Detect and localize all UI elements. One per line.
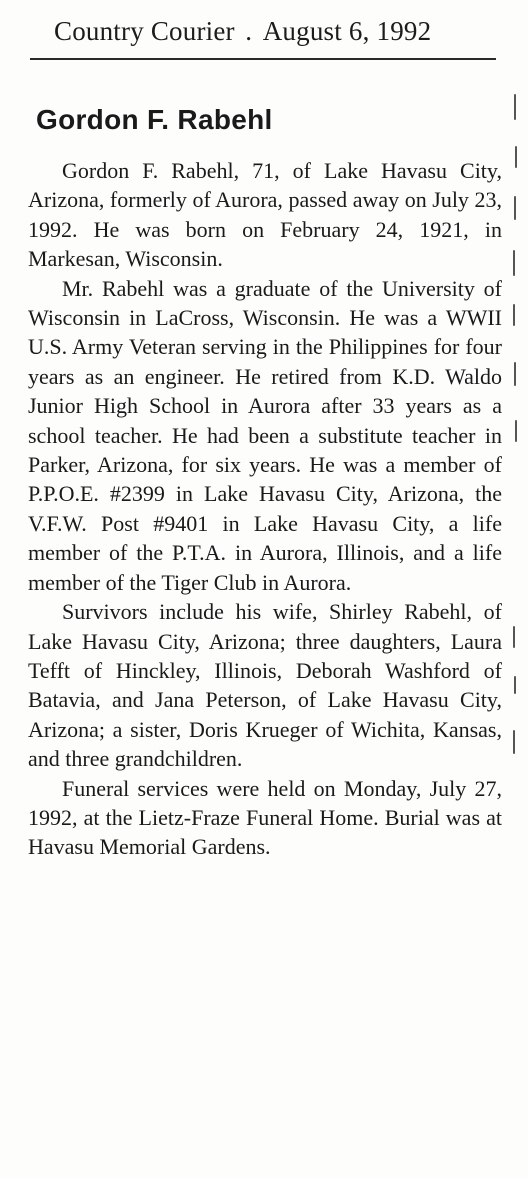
masthead <box>54 18 431 45</box>
edge-mark <box>513 626 515 648</box>
edge-mark <box>514 196 516 220</box>
masthead-rule <box>30 58 496 60</box>
publication-date: August 6, 1992 <box>262 16 432 46</box>
edge-mark <box>513 304 515 326</box>
edge-mark <box>514 94 516 120</box>
masthead-separator: . <box>245 16 253 46</box>
edge-mark <box>513 730 515 754</box>
edge-mark <box>513 250 515 276</box>
edge-mark <box>514 676 516 694</box>
publication-name: Country Courier <box>54 16 235 46</box>
paragraph-biography: Mr. Rabehl was a graduate of the University of Wisconsin in LaCross, Wisconsin. He was a WWII U.S. Army Veteran serving in the Philippines for four years as an engineer. He retired from K.D. Waldo Junior High School in Aurora after 33 years as a school teacher. He had been a substitute teacher in Parker, Arizona, for six years. He was a member of P.P.O.E. #2399 in Lake Havasu City, Arizona, the V.F.W. Post #9401 in Lake Havasu City, a life member of the P.T.A. in Aurora, Illinois, and a life member of the Tiger Club in Aurora. <box>28 275 502 595</box>
obituary-body <box>28 156 502 862</box>
paragraph-services: Funeral services were held on Monday, July 27, 1992, at the Lietz-Fraze Funeral Home. Burial was at Havasu Memorial Gardens. <box>28 775 502 860</box>
edge-mark <box>514 362 516 386</box>
paragraph-survivors: Survivors include his wife, Shirley Rabehl, of Lake Havasu City, Arizona; three daughters, Laura Tefft of Hinckley, Illinois, Deborah Washford of Batavia, and Jana Peterson, of Lake Havasu City, Arizona; a sister, Doris Krueger of Wichita, Kansas, and three grandchildren. <box>28 599 502 772</box>
edge-mark <box>515 146 517 168</box>
edge-mark <box>515 420 517 442</box>
obituary-headline: Gordon F. Rabehl <box>36 104 273 135</box>
paragraph-death-notice: Gordon F. Rabehl, 71, of Lake Havasu City, Arizona, formerly of Aurora, passed away on July 23, 1992. He was born on February 24, 1921, in Markesan, Wisconsin. <box>28 158 502 272</box>
column-edge-marks <box>508 90 522 790</box>
